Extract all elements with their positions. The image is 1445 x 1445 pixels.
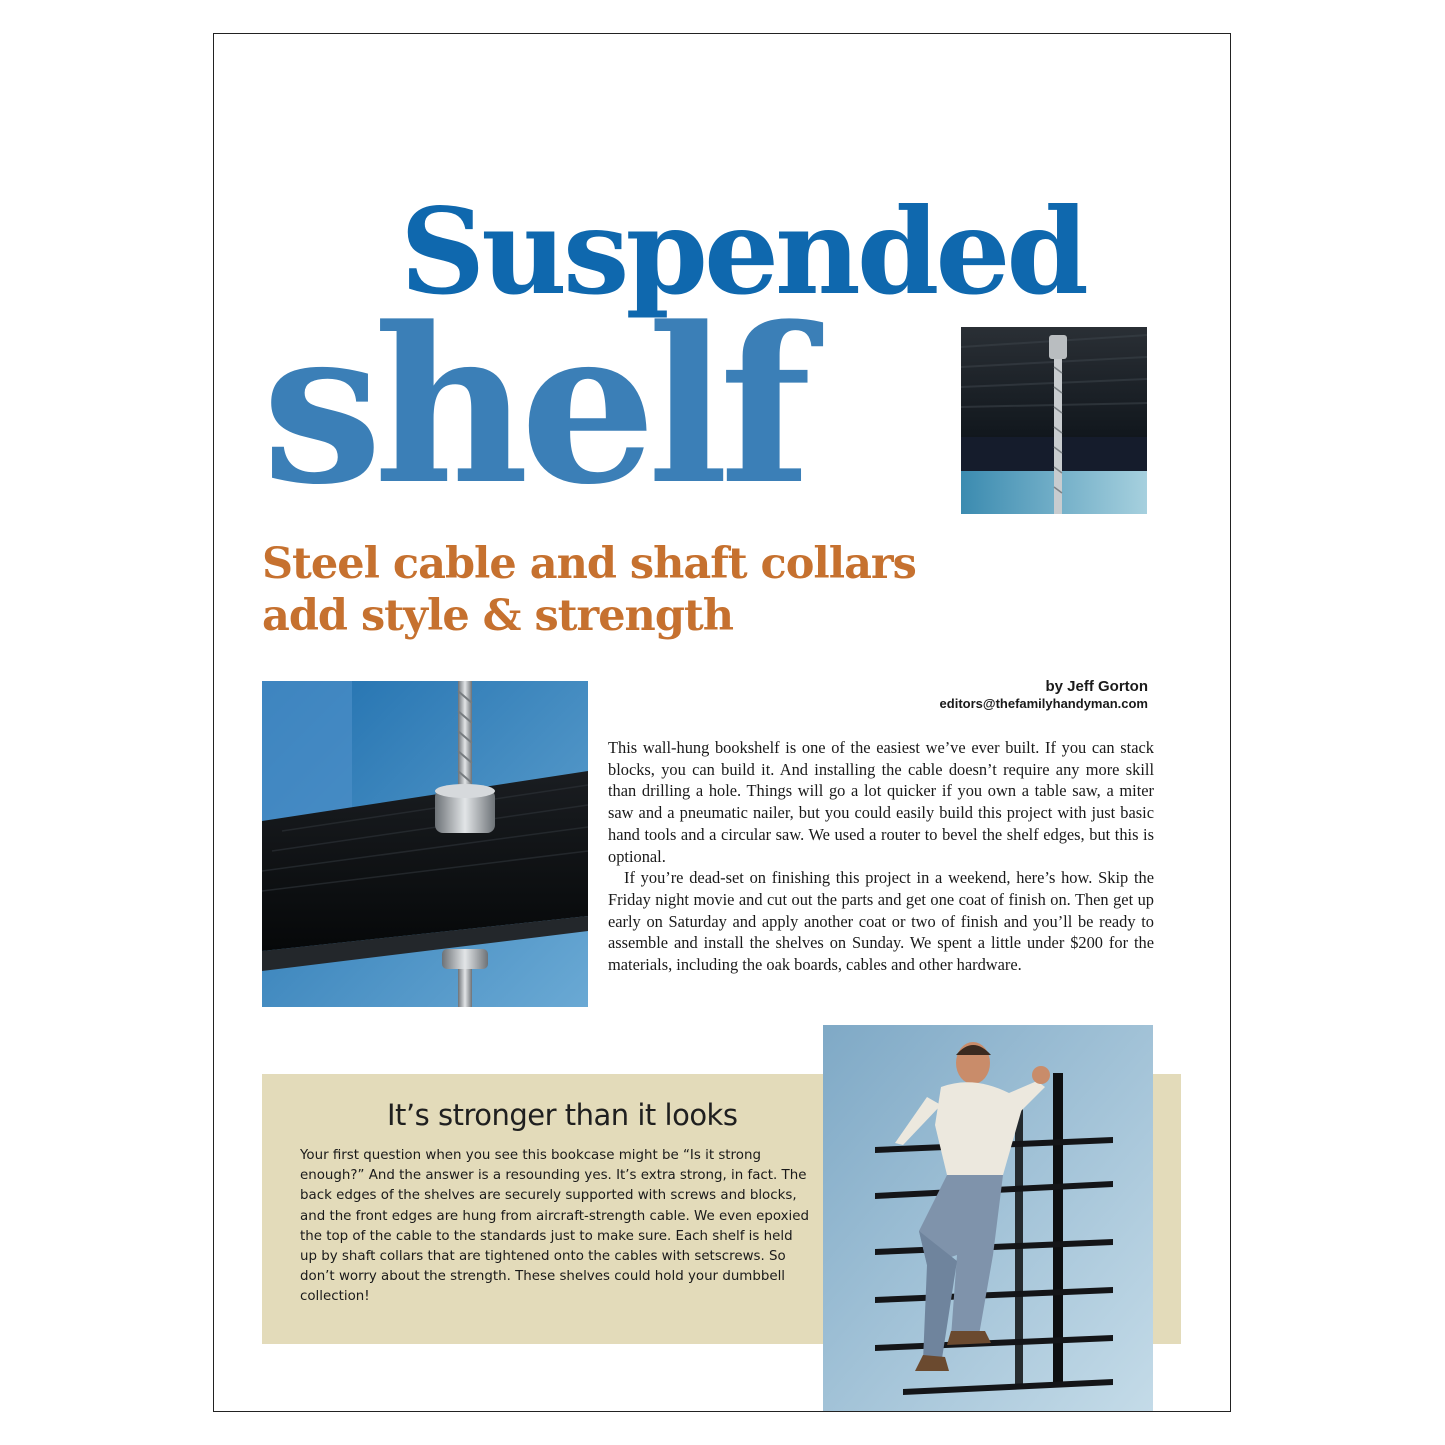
subtitle	[262, 538, 916, 642]
title-line-1: Suspended	[400, 182, 1085, 321]
body-paragraph-1: This wall-hung bookshelf is one of the easiest we’ve ever built. If you can stack blocks, you can build it. And installing the cable doesn’t require any more skill than drilling a hole. Things will go a lot quicker if you own a table saw, a miter saw and a pneumatic nailer, but you could easily build this project with just basic hand tools and a circular saw. We used a router to bevel the shelf edges, but this is optional.	[608, 738, 1154, 866]
photo-shaft-collar-closeup	[262, 681, 588, 1007]
photo-cable-ceiling-closeup	[961, 327, 1147, 514]
body-paragraph-2: If you’re dead-set on finishing this project in a weekend, here’s how. Skip the Friday night movie and cut out the parts and get one coat of finish on. Then get up early on Saturday and apply another coat or two of finish and you’ll be ready to assemble and install the shelves on Sunday. We spent a little under $200 for the materials, including the oak boards, cables and other hardware.	[608, 868, 1154, 975]
author-name: by Jeff Gorton	[1045, 678, 1148, 695]
photo-man-climbing-shelf	[823, 1025, 1153, 1411]
title-line-2: shelf	[262, 281, 803, 532]
subtitle-line-2: add style & strength	[262, 591, 734, 641]
article-body	[608, 737, 1154, 976]
sidebar-text: Your first question when you see this bookcase might be “Is it strong enough?” And the answer is a resounding yes. It’s extra strong, in fact. The back edges of the shelves are securely supported with screws and blocks, and the front edges are hung from aircraft-strength cable. We even epoxied the top of the cable to the standards just to make sure. Each shelf is held up by shaft collars that are tightened onto the cables with setscrews. So don’t worry about the strength. These shelves could hold your dumbbell collection!	[300, 1148, 810, 1305]
subtitle-line-1: Steel cable and shaft collars	[262, 539, 916, 589]
byline	[940, 677, 1148, 712]
sidebar-title: It’s stronger than it looks	[387, 1098, 738, 1132]
author-email: editors@thefamilyhandyman.com	[939, 696, 1148, 711]
